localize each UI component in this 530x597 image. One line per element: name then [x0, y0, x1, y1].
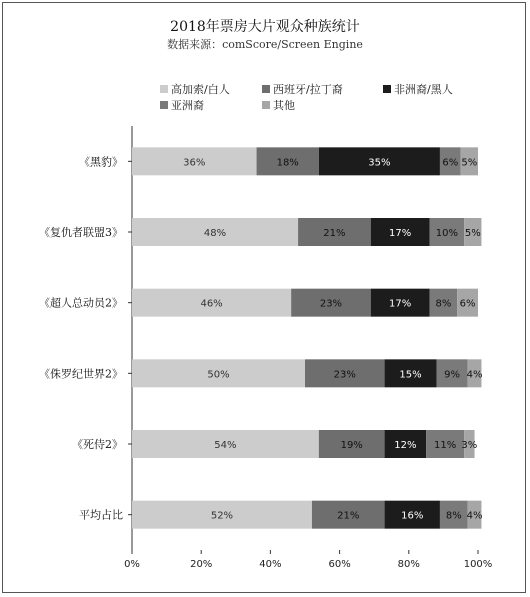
category-label: 《复仇者联盟3》 [39, 226, 123, 239]
data-label: 48% [203, 228, 227, 239]
data-label: 23% [333, 369, 356, 381]
data-label: 35% [368, 157, 391, 169]
data-label: 16% [401, 510, 424, 522]
legend-swatch [262, 101, 270, 109]
data-label: 50% [207, 369, 230, 381]
legend-label: 高加索/白人 [171, 83, 230, 96]
x-tick-label: 0% [124, 559, 140, 570]
x-tick-label: 20% [190, 559, 213, 570]
chart-subtitle: 数据来源：comScore/Screen Engine [167, 38, 363, 51]
data-label: 6% [442, 157, 459, 169]
category-label: 《侏罗纪世界2》 [39, 367, 123, 381]
data-label: 17% [389, 228, 412, 239]
data-label: 17% [389, 298, 412, 310]
data-label: 11% [434, 440, 457, 451]
legend-swatch [160, 101, 168, 109]
category-label: 《死侍2》 [72, 438, 123, 451]
chart-title: 2018年票房大片观众种族统计 [170, 19, 360, 35]
bars [132, 147, 482, 528]
legend-label: 西班牙/拉丁裔 [273, 83, 343, 96]
data-label: 8% [435, 298, 452, 310]
data-label: 19% [340, 440, 363, 451]
legend-swatch [383, 85, 391, 93]
x-tick-label: 60% [328, 559, 351, 570]
data-label: 6% [459, 298, 476, 310]
data-label: 52% [210, 510, 234, 522]
data-label: 5% [461, 157, 478, 169]
legend [160, 82, 453, 112]
data-label: 4% [466, 510, 483, 522]
data-label: 9% [444, 369, 460, 381]
data-label: 18% [276, 157, 299, 169]
x-tick-label: 100% [463, 559, 493, 570]
legend-swatch [262, 85, 270, 93]
legend-swatch [160, 85, 168, 93]
x-tick-label: 80% [397, 559, 420, 570]
category-label: 《超人总动员2》 [39, 296, 123, 310]
data-label: 46% [200, 298, 223, 310]
data-label: 8% [445, 510, 462, 522]
legend-label: 其他 [273, 99, 295, 112]
data-label: 10% [435, 228, 458, 239]
data-label: 3% [461, 440, 478, 451]
category-label: 《黑豹》 [79, 155, 123, 169]
legend-label: 非洲裔/黑人 [394, 83, 453, 96]
data-label: 5% [464, 228, 481, 239]
data-label: 36% [183, 157, 206, 169]
category-label: 平均占比 [79, 508, 123, 522]
legend-label: 亚洲裔 [171, 99, 204, 112]
x-tick-label: 40% [259, 559, 282, 570]
data-label: 23% [319, 298, 343, 310]
data-label: 12% [394, 440, 417, 451]
data-label: 54% [214, 440, 237, 451]
data-label: 21% [323, 228, 346, 239]
data-label: 4% [466, 369, 483, 381]
data-label: 15% [399, 369, 422, 381]
data-label: 21% [337, 510, 360, 522]
